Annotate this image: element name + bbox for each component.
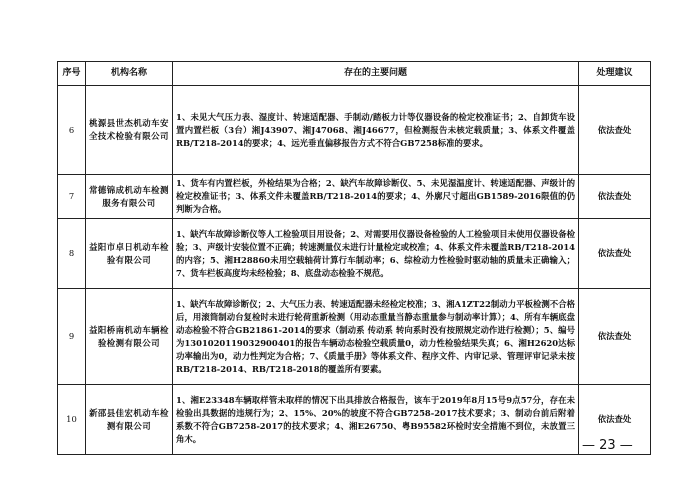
row-handling-advice: 依法查处 bbox=[579, 385, 651, 455]
header-organization-name: 机构名称 bbox=[86, 62, 173, 86]
row-problems: 1、缺汽车故障诊断仪等人工检验项目用设备；2、对需要用仪器设备检验的人工检验项目未使用仪器设备检验；3、声级计安装位置不正确；转速测量仪未进行计量检定或校准；4、体系文件未覆盖RB/T218-2014的内容；5、湘H28860未用空载轴荷计算行车制动率；6、综检动力性检验时驱动轴的质量未正确输入；7、货车栏板高度均未经检验；8、底盘动态检验不规范。 bbox=[173, 219, 579, 289]
row-handling-advice: 依法查处 bbox=[579, 86, 651, 175]
table-header-row bbox=[58, 62, 651, 86]
page-number: — 23 — bbox=[582, 438, 633, 453]
row-handling-advice: 依法查处 bbox=[579, 219, 651, 289]
row-problems: 1、未见大气压力表、湿度计、转速适配器、手制动/踏板力计等仪器设备的检定校准证书；2、自卸货车设置内置栏板（3台）湘J43907、湘J47068、湘J46677，但检测报告未核定载质量；3、体系文件覆盖RB/T218-2014的要求；4、远光垂直偏移报告方式不符合GB7258标准的要求。 bbox=[173, 86, 579, 175]
header-handling-advice: 处理建议 bbox=[579, 62, 651, 86]
row-problems: 1、货车有内置栏板，外检结果为合格；2、缺汽车故障诊断仪、5、未见湿温度计、转速适配器、声级计的检定校准证书；3、体系文件未覆盖RB/T218-2014的要求；4、外廓尺寸超出GB1589-2016限值的仍判断为合格。 bbox=[173, 175, 579, 219]
row-serial-number: 8 bbox=[58, 219, 86, 289]
row-serial-number: 10 bbox=[58, 385, 86, 455]
row-organization-name: 新邵县佳宏机动车检测有限公司 bbox=[86, 385, 173, 455]
row-organization-name: 益阳市卓日机动车检验有限公司 bbox=[86, 219, 173, 289]
row-serial-number: 7 bbox=[58, 175, 86, 219]
row-handling-advice: 依法查处 bbox=[579, 289, 651, 385]
row-organization-name: 桃源县世杰机动车安全技术检验有限公司 bbox=[86, 86, 173, 175]
table-row bbox=[58, 86, 651, 175]
table-row bbox=[58, 289, 651, 385]
row-organization-name: 益阳桥南机动车辆检验检测有限公司 bbox=[86, 289, 173, 385]
row-problems: 1、湘E23348车辆取样管未取样的情况下出具排放合格报告，该车于2019年8月15号9点57分，存在未检验出具数据的违规行为；2、15%、20%的坡度不符合GB7258-2017技术要求；3、制动台前后附着系数不符合GB7258-2017的技术要求；4、湘E26750、粤B95582环检时安全措施不到位，未放置三角木。 bbox=[173, 385, 579, 455]
table-row bbox=[58, 175, 651, 219]
header-serial-number: 序号 bbox=[58, 62, 86, 86]
row-problems: 1、缺汽车故障诊断仪；2、大气压力表、转速适配器未经检定校准；3、湘A1ZT22制动力平板检测不合格后，用滚筒制动台复检时未进行轮荷重新检测（用动态重量当静态重量参与制动率计算）；4、所有车辆底盘动态检验不符合GB21861-2014的要求（制动系 传动系 转向系时没有按照规定动作进行检测）；5、编号为1301020119032900401的报告车辆动态检验空载质量0，动力性检验结果失真；6、湘H2620达标功率输出为0，动力性判定为合格；7、《质量手册》等体系文件、程序文件、内审记录、管理评审记录未按RB/T218-2014、RB/T218-2018的覆盖所有要素。 bbox=[173, 289, 579, 385]
header-main-problems: 存在的主要问题 bbox=[173, 62, 579, 86]
row-handling-advice: 依法查处 bbox=[579, 175, 651, 219]
row-organization-name: 常德锦成机动车检测服务有限公司 bbox=[86, 175, 173, 219]
row-serial-number: 9 bbox=[58, 289, 86, 385]
inspection-issues-table bbox=[57, 61, 651, 455]
table-row bbox=[58, 385, 651, 455]
table-row bbox=[58, 219, 651, 289]
row-serial-number: 6 bbox=[58, 86, 86, 175]
